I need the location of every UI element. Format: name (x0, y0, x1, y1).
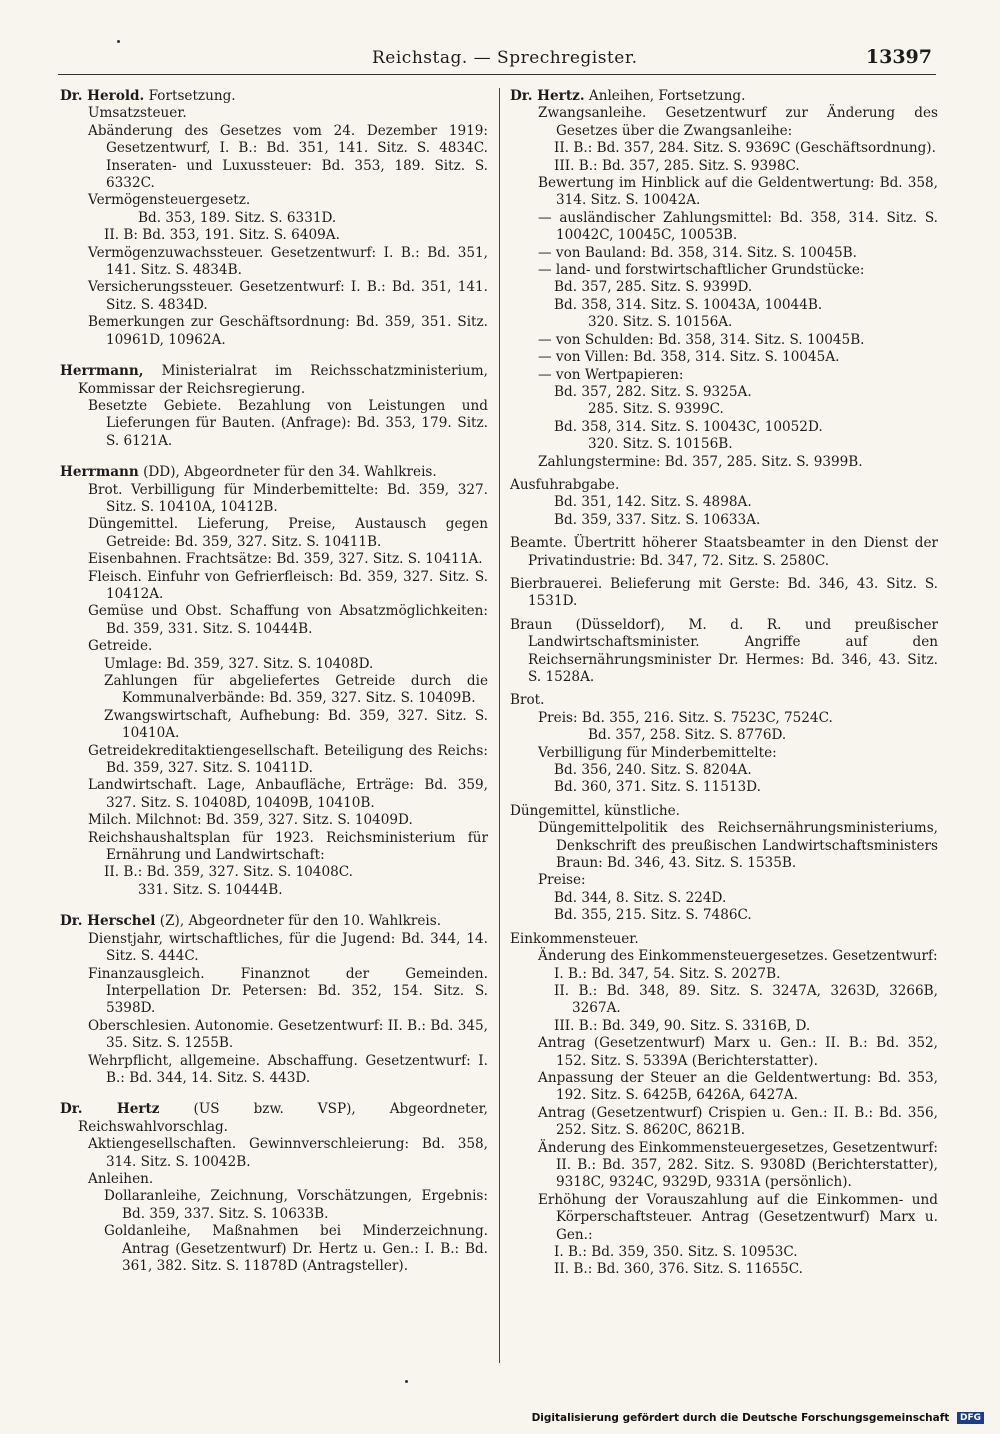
entry-text: Bd. 356, 240. Sitz. S. 8204A. (554, 762, 752, 779)
index-entry (60, 913, 488, 930)
entry-text: Preis: Bd. 355, 216. Sitz. S. 7523C, 7524C. (538, 709, 833, 726)
index-entry (510, 1192, 938, 1244)
entry-text: III. B.: Bd. 349, 90. Sitz. S. 3316B, D. (554, 1017, 811, 1034)
entry-text: II. B: Bd. 353, 191. Sitz. S. 6409A. (104, 227, 340, 244)
index-entry (60, 551, 488, 568)
entry-text: Anpassung der Steuer an die Geldentwertung: Bd. 353, 192. Sitz. S. 6425B, 6426A, 6427A. (538, 1069, 938, 1104)
speck-mark (405, 1380, 408, 1383)
index-entry (510, 297, 938, 314)
entry-text: Wehrpflicht, allgemeine. Abschaffung. Gesetzentwurf: I. B.: Bd. 344, 14. Sitz. S. 443D. (88, 1052, 488, 1086)
index-entry (510, 931, 938, 948)
entry-text: Bd. 344, 8. Sitz. S. 224D. (554, 889, 727, 906)
entry-text: — von Schulden: Bd. 358, 314. Sitz. S. 10045B. (538, 331, 865, 348)
index-entry (510, 419, 938, 436)
entry-text: (Z), Abgeordneter für den 10. Wahlkreis. (155, 913, 442, 930)
index-entry (60, 464, 488, 481)
index-entry (510, 140, 938, 157)
entry-text: Verbilligung für Minderbemittelte: (538, 744, 777, 761)
index-entry (60, 1018, 488, 1053)
index-entry (60, 279, 488, 314)
index-entry (510, 907, 938, 924)
index-entry (60, 363, 488, 398)
index-entry (60, 1223, 488, 1275)
entry-text: Zahlungen für abgeliefertes Getreide durch die Kommunalverbände: Bd. 359, 327. Sitz. S. 10409B. (104, 673, 488, 707)
speaker-name: Dr. Herold. (60, 88, 145, 104)
entry-text: Bewertung im Hinblick auf die Geldentwertung: Bd. 358, 314. Sitz. S. 10042A. (538, 175, 938, 209)
entry-text: Zwangsanleihe. Gesetzentwurf zur Änderung des Gesetzes über die Zwangsanleihe: (538, 105, 938, 139)
index-entry (510, 175, 938, 210)
index-entry (510, 158, 938, 175)
index-entry (510, 512, 938, 529)
entry-text: Gemüse und Obst. Schaffung von Absatzmöglichkeiten: Bd. 359, 331. Sitz. S. 10444B. (88, 603, 488, 637)
page-header (0, 44, 1000, 72)
index-entry (510, 872, 938, 889)
entry-text: Reichshaushaltsplan für 1923. Reichsministerium für Ernährung und Landwirtschaft: (88, 829, 488, 864)
index-entry (60, 673, 488, 708)
entry-text: Vermögenzuwachssteuer. Gesetzentwurf: I. B.: Bd. 351, 141. Sitz. S. 4834B. (88, 244, 488, 279)
entry-text: Antrag (Gesetzentwurf) Crispien u. Gen.: II. B.: Bd. 356, 252. Sitz. S. 8620C, 8621B. (538, 1104, 938, 1139)
entry-text: Aktiengesellschaften. Gewinnverschleierung: Bd. 358, 314. Sitz. S. 10042B. (88, 1136, 488, 1170)
index-entry (510, 262, 938, 279)
index-entry (510, 1018, 938, 1035)
entry-text: Anleihen. (88, 1170, 154, 1187)
entry-text: Ministerialrat im Reichsschatzministerium, Kommissar der Reichsregierung. (78, 363, 488, 397)
entry-text: Versicherungssteuer. Gesetzentwurf: I. B.: Bd. 351, 141. Sitz. S. 4834D. (88, 279, 488, 313)
index-entry (510, 1140, 938, 1192)
dfg-logo: DFG (957, 1412, 984, 1424)
entry-text: Vermögensteuergesetz. (88, 192, 251, 209)
entry-text: 331. Sitz. S. 10444B. (138, 881, 283, 898)
entry-text: (US bzw. VSP), Abgeordneter, Reichswahlvorschlag. (78, 1101, 488, 1135)
index-entry (510, 88, 938, 105)
entry-text: — land- und forstwirtschaftlicher Grundstücke: (538, 262, 865, 279)
entry-text: Oberschlesien. Autonomie. Gesetzentwurf: II. B.: Bd. 345, 35. Sitz. S. 1255B. (88, 1017, 488, 1052)
index-entry (60, 931, 488, 966)
entry-text: Bd. 353, 189. Sitz. S. 6331D. (138, 209, 337, 226)
index-entry (510, 349, 938, 366)
index-entry (510, 245, 938, 262)
entry-text: Umlage: Bd. 359, 327. Sitz. S. 10408D. (104, 655, 374, 672)
entry-text: Bd. 359, 337. Sitz. S. 10633A. (554, 511, 761, 528)
entry-text: Bemerkungen zur Geschäftsordnung: Bd. 359, 351. Sitz. 10961D, 10962A. (88, 314, 488, 348)
entry-text: Bd. 358, 314. Sitz. S. 10043C, 10052D. (554, 418, 823, 435)
entry-text: Eisenbahnen. Frachtsätze: Bd. 359, 327. Sitz. S. 10411A. (88, 551, 483, 568)
entry-text: Zwangswirtschaft, Aufhebung: Bd. 359, 327. Sitz. S. 10410A. (104, 707, 488, 742)
index-entry (60, 482, 488, 517)
index-entry (60, 1101, 488, 1136)
entry-text: Ausfuhrabgabe. (510, 476, 620, 493)
index-entry (60, 743, 488, 778)
entry-text: Änderung des Einkommensteuergesetzes, Gesetzentwurf: II. B.: Bd. 357, 282. Sitz. S. 9308D (Berichterstatter), 9318C, 9324C, 9329D, 9331A (persönlich). (538, 1139, 938, 1191)
entry-text: Dollaranleihe, Zeichnung, Vorschätzungen, Ergebnis: Bd. 359, 337. Sitz. S. 10633B. (104, 1188, 488, 1222)
index-entry (60, 192, 488, 209)
index-entry (510, 494, 938, 511)
entry-text: Bd. 357, 258. Sitz. S. 8776D. (588, 727, 787, 744)
index-entry (510, 384, 938, 401)
index-entry (510, 692, 938, 709)
entry-text: Änderung des Einkommensteuergesetzes. Gesetzentwurf: (538, 948, 938, 965)
index-entry (510, 1244, 938, 1261)
index-entry (510, 436, 938, 453)
entry-text: Fortsetzung. (144, 88, 236, 104)
entry-text: Landwirtschaft. Lage, Anbaufläche, Erträge: Bd. 359, 327. Sitz. S. 10408D, 10409B, 10410B. (88, 777, 488, 811)
index-entry (510, 779, 938, 796)
speaker-name: Dr. Hertz. (510, 88, 585, 104)
entry-text: Brot. (510, 692, 545, 709)
entry-text: Getreidekreditaktiengesellschaft. Beteiligung des Reichs: Bd. 359, 327. Sitz. S. 10411D. (88, 742, 488, 777)
index-entry (510, 210, 938, 245)
index-entry (60, 123, 488, 193)
entry-text: Bierbrauerei. Belieferung mit Gerste: Bd. 346, 43. Sitz. S. 1531D. (510, 575, 938, 610)
entry-text: (DD), Abgeordneter für den 34. Wahlkreis. (138, 464, 437, 481)
index-entry (60, 105, 488, 122)
entry-text: Fleisch. Einfuhr von Gefrierfleisch: Bd. 359, 327. Sitz. S. 10412A. (88, 568, 488, 602)
page-number: 13397 (865, 46, 932, 68)
entry-text: Preise: (538, 872, 586, 889)
entry-text: II. B.: Bd. 359, 327. Sitz. S. 10408C. (104, 864, 353, 881)
entry-text: I. B.: Bd. 347, 54. Sitz. S. 2027B. (554, 965, 781, 982)
index-entry (510, 983, 938, 1018)
right-column (510, 88, 938, 1279)
entry-text: Düngemittel. Lieferung, Preise, Austausch gegen Getreide: Bd. 359, 327. Sitz. S. 10411B. (88, 516, 488, 550)
speck-mark (117, 40, 120, 43)
entry-text: 285. Sitz. S. 9399C. (588, 401, 724, 418)
entry-text: — von Wertpapieren: (538, 366, 684, 383)
running-title: Reichstag. — Sprechregister. (372, 48, 638, 68)
index-entry (510, 745, 938, 762)
left-column (60, 88, 488, 1275)
index-entry (510, 535, 938, 570)
entry-text: Erhöhung der Vorauszahlung auf die Einkommen- und Körperschaftsteuer. Antrag (Gesetzentwurf) Marx u. Gen.: (538, 1191, 938, 1243)
entry-text: II. B.: Bd. 357, 284. Sitz. S. 9369C (Geschäftsordnung). (554, 140, 936, 157)
index-entry (510, 966, 938, 983)
index-entry (510, 948, 938, 965)
index-entry (510, 727, 938, 744)
index-entry (510, 454, 938, 471)
index-entry (510, 803, 938, 820)
entry-text: I. B.: Bd. 359, 350. Sitz. S. 10953C. (554, 1244, 798, 1260)
index-entry (510, 105, 938, 140)
index-entry (510, 576, 938, 611)
entry-text: Besetzte Gebiete. Bezahlung von Leistungen und Lieferungen für Bauten. (Anfrage): Bd. 353, 179. Sitz. S. 6121A. (88, 397, 488, 449)
entry-text: III. B.: Bd. 357, 285. Sitz. S. 9398C. (554, 157, 800, 174)
entry-text: Umsatzsteuer. (88, 105, 187, 122)
entry-text: Bd. 358, 314. Sitz. S. 10043A, 10044B. (554, 296, 823, 313)
entry-text: Beamte. Übertritt höherer Staatsbeamter in den Dienst der Privatindustrie: Bd. 347, 72. Sitz. S. 2580C. (510, 535, 938, 569)
entry-text: — von Villen: Bd. 358, 314. Sitz. S. 10045A. (538, 349, 840, 366)
entry-text: Düngemittelpolitik des Reichsernährungsministeriums, Denkschrift des preußischen Landwirtschaftsministers Braun: Bd. 346, 43. Sitz. S. 1535B. (538, 820, 938, 872)
index-entry (60, 882, 488, 899)
index-entry (510, 314, 938, 331)
index-entry (510, 401, 938, 418)
header-rule (58, 74, 936, 75)
index-entry (60, 1136, 488, 1171)
entry-text: II. B.: Bd. 348, 89. Sitz. S. 3247A, 3263D, 3266B, 3267A. (554, 982, 938, 1017)
index-entry (60, 398, 488, 450)
speaker-name: Dr. Herschel (60, 913, 156, 930)
entry-text: — ausländischer Zahlungsmittel: Bd. 358, 314. Sitz. S. 10042C, 10045C, 10053B. (538, 209, 938, 244)
entry-text: Antrag (Gesetzentwurf) Marx u. Gen.: II. B.: Bd. 352, 152. Sitz. S. 5339A (Berichterstatter). (538, 1035, 938, 1069)
index-entry (510, 477, 938, 494)
speaker-name: Herrmann, (60, 363, 144, 380)
entry-text: Bd. 360, 371. Sitz. S. 11513D. (554, 779, 761, 796)
index-entry (510, 617, 938, 687)
entry-text: Finanzausgleich. Finanznot der Gemeinden. Interpellation Dr. Petersen: Bd. 352, 154. Sitz. S. 5398D. (88, 965, 488, 1017)
entry-text: Dienstjahr, wirtschaftliches, für die Jugend: Bd. 344, 14. Sitz. S. 444C. (88, 930, 488, 965)
index-entry (60, 638, 488, 655)
entry-text: Bd. 357, 285. Sitz. S. 9399D. (554, 279, 753, 296)
index-entry (60, 516, 488, 551)
entry-text: Bd. 351, 142. Sitz. S. 4898A. (554, 494, 752, 511)
entry-text: Abänderung des Gesetzes vom 24. Dezember 1919: Gesetzentwurf, I. B.: Bd. 351, 141. Sitz. S. 4834C. Inseraten- und Luxussteuer: Bd. 353, 189. Sitz. S. 6332C. (88, 122, 488, 192)
index-entry (60, 656, 488, 673)
index-entry (60, 603, 488, 638)
index-entry (60, 314, 488, 349)
entry-text: Anleihen, Fortsetzung. (584, 88, 746, 104)
index-entry (60, 966, 488, 1018)
index-entry (60, 245, 488, 280)
index-entry (60, 1188, 488, 1223)
speaker-name: Dr. Hertz (60, 1101, 160, 1118)
speaker-name: Herrmann (60, 464, 139, 481)
index-entry (510, 710, 938, 727)
entry-text: Milch. Milchnot: Bd. 359, 327. Sitz. S. 10409D. (88, 812, 413, 829)
entry-text: Bd. 355, 215. Sitz. S. 7486C. (554, 907, 752, 924)
entry-text: Einkommensteuer. (510, 930, 639, 947)
entry-text: 320. Sitz. S. 10156A. (588, 314, 733, 331)
index-entry (60, 708, 488, 743)
index-entry (60, 1171, 488, 1188)
column-divider (499, 88, 500, 1363)
entry-text: Braun (Düsseldorf), M. d. R. und preußischer Landwirtschaftsminister. Angriffe auf den Reichsernährungsminister Dr. Hermes: Bd. 346, 43. Sitz. S. 1528A. (510, 616, 938, 685)
index-entry (510, 1105, 938, 1140)
entry-text: Goldanleihe, Maßnahmen bei Minderzeichnung. Antrag (Gesetzentwurf) Dr. Hertz u. Gen.: I. B.: Bd. 361, 382. Sitz. S. 11878D (Antragsteller). (104, 1223, 488, 1274)
index-entry (60, 777, 488, 812)
index-entry (510, 279, 938, 296)
index-entry (60, 88, 488, 105)
entry-text: — von Bauland: Bd. 358, 314. Sitz. S. 10045B. (538, 244, 857, 261)
index-entry (60, 227, 488, 244)
index-entry (60, 1053, 488, 1088)
index-entry (60, 864, 488, 881)
entry-text: 320. Sitz. S. 10156B. (588, 436, 733, 453)
index-entry (60, 830, 488, 865)
entry-text: Brot. Verbilligung für Minderbemittelte: Bd. 359, 327. Sitz. S. 10410A, 10412B. (88, 481, 488, 515)
index-entry (510, 820, 938, 872)
entry-text: Düngemittel, künstliche. (510, 802, 680, 819)
index-entry (510, 332, 938, 349)
index-entry (510, 1070, 938, 1105)
index-entry (510, 890, 938, 907)
entry-text: Bd. 357, 282. Sitz. S. 9325A. (554, 383, 752, 400)
index-entry (510, 1035, 938, 1070)
entry-text: Getreide. (88, 638, 153, 655)
index-entry (510, 367, 938, 384)
footer-credit (532, 1412, 984, 1424)
index-entry (60, 812, 488, 829)
footer-text: Digitalisierung gefördert durch die Deutsche Forschungsgemeinschaft (531, 1412, 950, 1424)
index-entry (510, 1261, 938, 1278)
entry-text: Zahlungstermine: Bd. 357, 285. Sitz. S. 9399B. (538, 453, 863, 470)
index-entry (60, 569, 488, 604)
index-entry (510, 762, 938, 779)
index-entry (60, 210, 488, 227)
entry-text: II. B.: Bd. 360, 376. Sitz. S. 11655C. (554, 1261, 803, 1278)
